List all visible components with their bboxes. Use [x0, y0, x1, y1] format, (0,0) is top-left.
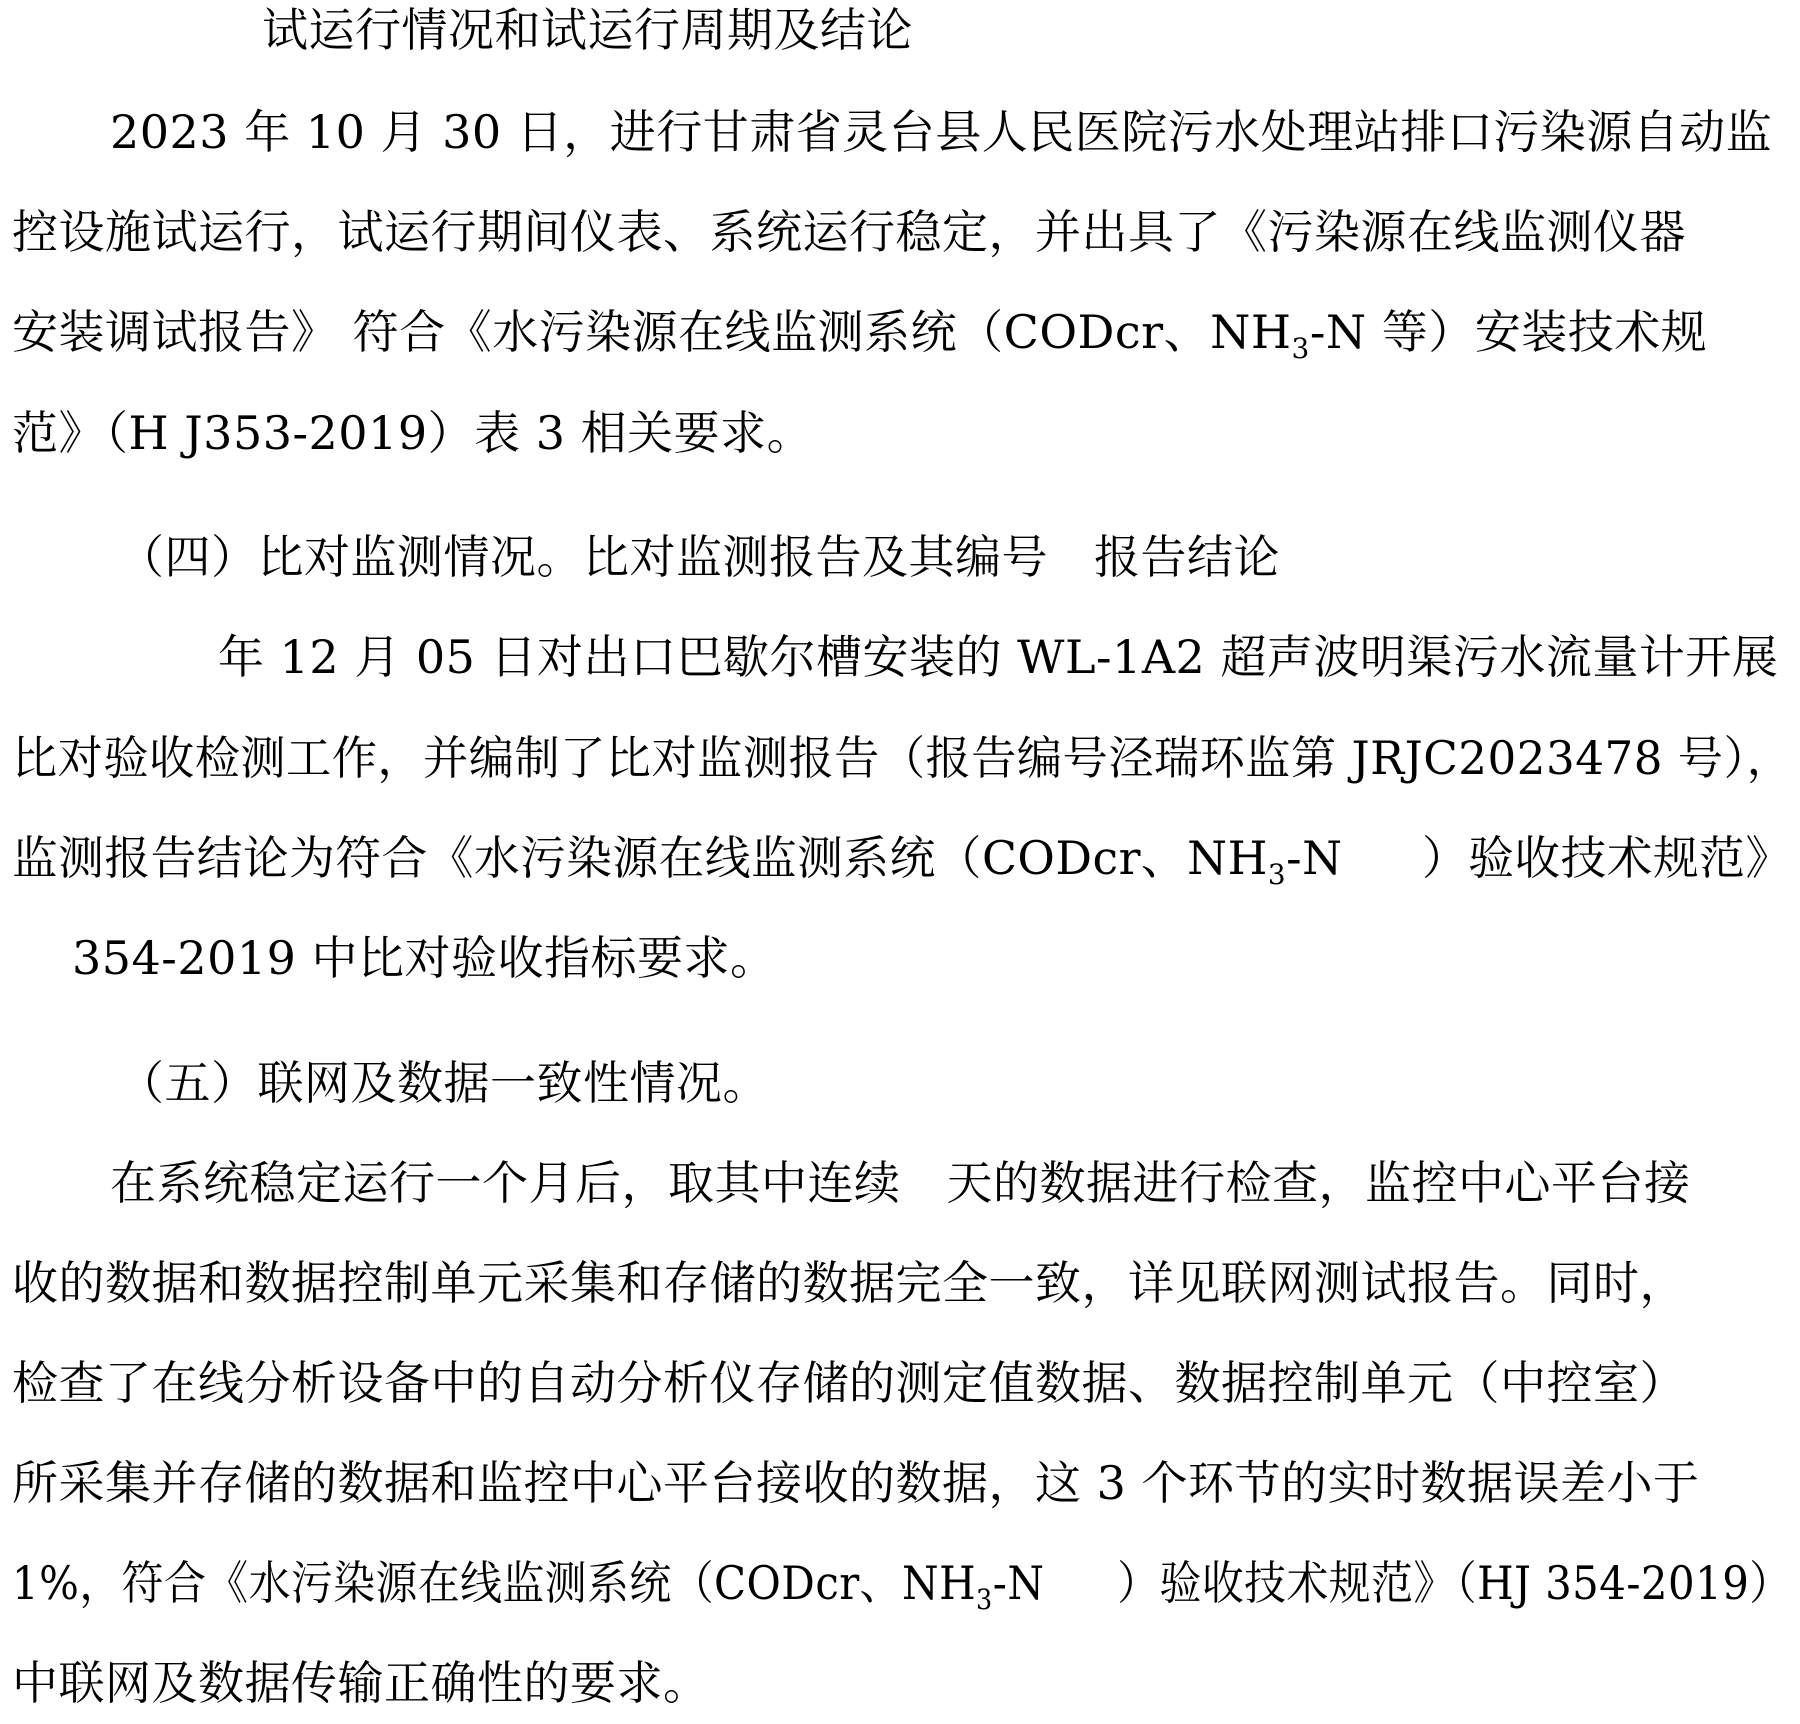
paragraph-line: [12, 1253, 1686, 1313]
paragraph-line: [110, 1153, 1691, 1213]
text-segment: 354-2019 中比对验收指标要求。: [72, 931, 777, 985]
paragraph-line: [72, 928, 777, 988]
text-segment: 安装调试报告》 符合《水污染源在线监测系统（CODcr、NH: [12, 305, 1292, 359]
paragraph-line: [12, 202, 1686, 262]
paragraph-line: [12, 728, 1792, 788]
text-segment: （四）比对监测情况。比对监测报告及其编号: [118, 530, 1048, 584]
section-heading-comparison: [118, 527, 1280, 587]
section-heading-networking: [118, 1053, 769, 1113]
paragraph-line: [12, 1453, 1700, 1513]
paragraph-line: [218, 627, 1778, 687]
text-segment: 在系统稳定运行一个月后，取其中连续: [110, 1156, 901, 1210]
text-segment: 比对验收检测工作，并编制了比对监测报告（报告编号泾瑞环监第 JRJC2023478 号），: [12, 731, 1793, 785]
text-segment: 报告结论: [1094, 530, 1280, 584]
text-segment: -N: [1286, 831, 1343, 885]
text-segment: 收的数据和数据控制单元采集和存储的数据完全一致，详见联网测试报告。同时，: [12, 1256, 1686, 1310]
text-segment: 检查了在线分析设备中的自动分析仪存储的测定值数据、数据控制单元（中控室）: [12, 1356, 1686, 1410]
text-segment: （五）联网及数据一致性情况。: [118, 1056, 769, 1110]
text-segment: 年 12 月 05 日对出口巴歇尔槽安装的 WL-1A2 超声波明渠污水流量计开展: [218, 630, 1779, 684]
text-segment: ）验收技术规范》: [1422, 831, 1792, 885]
paragraph-line: [110, 102, 1772, 162]
paragraph-line: [12, 828, 1792, 892]
paragraph-line: [12, 1553, 1792, 1617]
section-heading-trial-run: [262, 0, 913, 60]
text-segment: 中联网及数据传输正确性的要求。: [12, 1656, 710, 1710]
paragraph-line: [12, 1653, 710, 1713]
paragraph-line: [12, 1353, 1686, 1413]
text-segment: 试运行情况和试运行周期及结论: [262, 3, 913, 57]
subscript: 3: [1267, 858, 1287, 892]
text-segment: 1%，符合《水污染源在线监测系统（CODcr、NH: [12, 1556, 977, 1610]
text-segment: 监测报告结论为符合《水污染源在线监测系统（CODcr、NH: [12, 831, 1268, 885]
text-segment: 2023 年 10 月 30 日，进行甘肃省灵台县人民医院污水处理站排口污染源自动监: [110, 105, 1773, 159]
text-segment: 所采集并存储的数据和监控中心平台接收的数据，这 3 个环节的实时数据误差小于: [12, 1456, 1700, 1510]
subscript: 3: [1291, 332, 1310, 366]
paragraph-line: [12, 403, 813, 463]
text-segment: 控设施试运行，试运行期间仪表、系统运行稳定，并出具了《污染源在线监测仪器: [12, 205, 1686, 259]
subscript: 3: [976, 1583, 993, 1617]
text-segment: ）验收技术规范》（HJ 354-2019）: [1117, 1556, 1792, 1610]
paragraph-line: [12, 302, 1708, 366]
text-segment: -N 等）安装技术规: [1309, 305, 1708, 359]
text-segment: 天的数据进行检查，监控中心平台接: [946, 1156, 1691, 1210]
text-segment: 范》（H J353-2019）表 3 相关要求。: [12, 406, 814, 460]
text-segment: -N: [992, 1556, 1045, 1610]
